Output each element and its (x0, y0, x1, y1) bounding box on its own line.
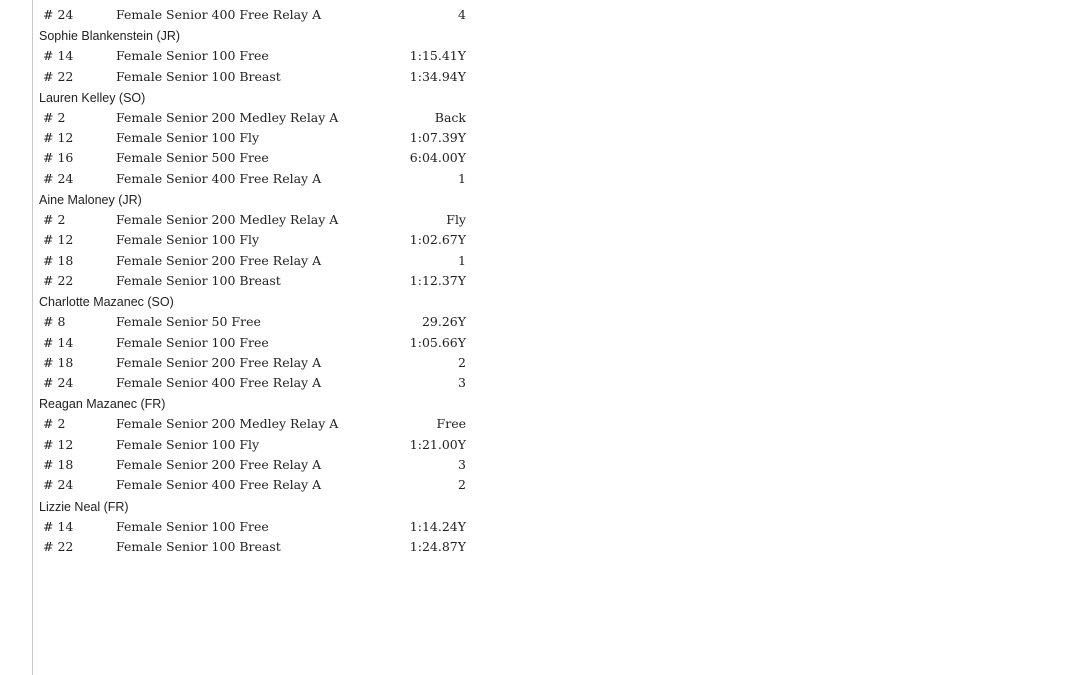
event-number: # 22 (43, 272, 74, 288)
event-row (0, 148, 480, 168)
event-name: Female Senior 200 Medley Relay A (116, 109, 339, 125)
event-name: Female Senior 50 Free (116, 314, 261, 330)
event-name: Female Senior 100 Free (116, 334, 269, 350)
event-row (0, 455, 480, 475)
event-result: Free (436, 416, 466, 432)
event-name: Female Senior 100 Fly (116, 130, 260, 146)
event-result: 1:24.87Y (409, 538, 466, 554)
event-row (0, 128, 480, 148)
event-row (0, 414, 480, 434)
swimmer-name: Sophie Blankenstein (JR) (39, 29, 181, 44)
event-number: # 24 (43, 375, 74, 391)
event-result: 1 (458, 170, 466, 186)
event-number: # 22 (43, 68, 74, 84)
event-number: # 18 (43, 354, 74, 370)
event-number: # 14 (43, 518, 74, 534)
event-result: 2 (458, 477, 466, 493)
event-result: 1:05.66Y (409, 334, 466, 350)
event-name: Female Senior 200 Free Relay A (116, 354, 322, 370)
event-name: Female Senior 100 Breast (116, 68, 281, 84)
event-number: # 2 (43, 212, 66, 228)
event-result: 2 (458, 354, 466, 370)
event-number: # 24 (43, 477, 74, 493)
event-number: # 14 (43, 48, 74, 64)
event-row (0, 5, 480, 25)
event-row (0, 517, 480, 537)
event-number: # 8 (43, 314, 66, 330)
event-row (0, 373, 480, 393)
event-result: Back (434, 109, 466, 125)
swimmer-group (0, 88, 480, 189)
event-row (0, 46, 480, 66)
swimmer-group (0, 5, 480, 25)
swimmer-name: Aine Maloney (JR) (39, 193, 142, 208)
event-result: 1:21.00Y (409, 436, 466, 452)
event-row (0, 537, 480, 557)
event-number: # 12 (43, 130, 74, 146)
swimmer-group (0, 26, 480, 87)
event-row (0, 210, 480, 230)
event-row (0, 251, 480, 271)
swimmer-group (0, 497, 480, 558)
swimmer-name: Charlotte Mazanec (SO) (39, 295, 174, 310)
event-row (0, 353, 480, 373)
event-result: 1:12.37Y (409, 272, 466, 288)
event-result: 1:15.41Y (409, 48, 466, 64)
entries-list (0, 4, 480, 557)
event-name: Female Senior 200 Free Relay A (116, 457, 322, 473)
event-name: Female Senior 100 Fly (116, 436, 260, 452)
event-name: Female Senior 200 Free Relay A (116, 252, 322, 268)
event-name: Female Senior 400 Free Relay A (116, 477, 322, 493)
event-name: Female Senior 100 Fly (116, 232, 260, 248)
event-number: # 2 (43, 109, 66, 125)
event-number: # 18 (43, 457, 74, 473)
event-result: 1:02.67Y (409, 232, 466, 248)
event-result: 3 (458, 375, 466, 391)
event-result: 1:34.94Y (409, 68, 466, 84)
event-result: 29.26Y (421, 314, 466, 330)
event-row (0, 169, 480, 189)
event-name: Female Senior 400 Free Relay A (116, 375, 322, 391)
swimmer-name: Lizzie Neal (FR) (39, 499, 129, 514)
event-name: Female Senior 200 Medley Relay A (116, 416, 339, 432)
event-result: 1 (458, 252, 466, 268)
event-number: # 24 (43, 170, 74, 186)
event-row (0, 108, 480, 128)
event-number: # 24 (43, 7, 74, 22)
event-number: # 2 (43, 416, 66, 432)
swimmer-name: Reagan Mazanec (FR) (39, 397, 166, 412)
event-name: Female Senior 100 Breast (116, 538, 281, 554)
event-name: Female Senior 500 Free (116, 150, 269, 166)
event-number: # 12 (43, 436, 74, 452)
event-result: 1:14.24Y (409, 518, 466, 534)
event-result: 3 (458, 457, 466, 473)
event-name: Female Senior 100 Free (116, 518, 269, 534)
event-result: 6:04.00Y (409, 150, 466, 166)
event-result: Fly (446, 212, 466, 228)
event-row (0, 333, 480, 353)
event-number: # 12 (43, 232, 74, 248)
event-row (0, 230, 480, 250)
event-result: 4 (458, 7, 466, 22)
swimmer-group (0, 394, 480, 495)
swimmer-name: Lauren Kelley (SO) (39, 90, 146, 105)
event-row (0, 67, 480, 87)
event-name: Female Senior 100 Breast (116, 272, 281, 288)
event-name: Female Senior 400 Free Relay A (116, 7, 322, 22)
event-name: Female Senior 400 Free Relay A (116, 170, 322, 186)
event-number: # 16 (43, 150, 74, 166)
event-row (0, 435, 480, 455)
swimmer-group (0, 292, 480, 393)
event-row (0, 271, 480, 291)
event-number: # 14 (43, 334, 74, 350)
event-name: Female Senior 200 Medley Relay A (116, 212, 339, 228)
event-result: 1:07.39Y (409, 130, 466, 146)
event-row (0, 475, 480, 495)
event-row (0, 312, 480, 332)
event-number: # 22 (43, 538, 74, 554)
event-number: # 18 (43, 252, 74, 268)
event-name: Female Senior 100 Free (116, 48, 269, 64)
swimmer-group (0, 190, 480, 291)
